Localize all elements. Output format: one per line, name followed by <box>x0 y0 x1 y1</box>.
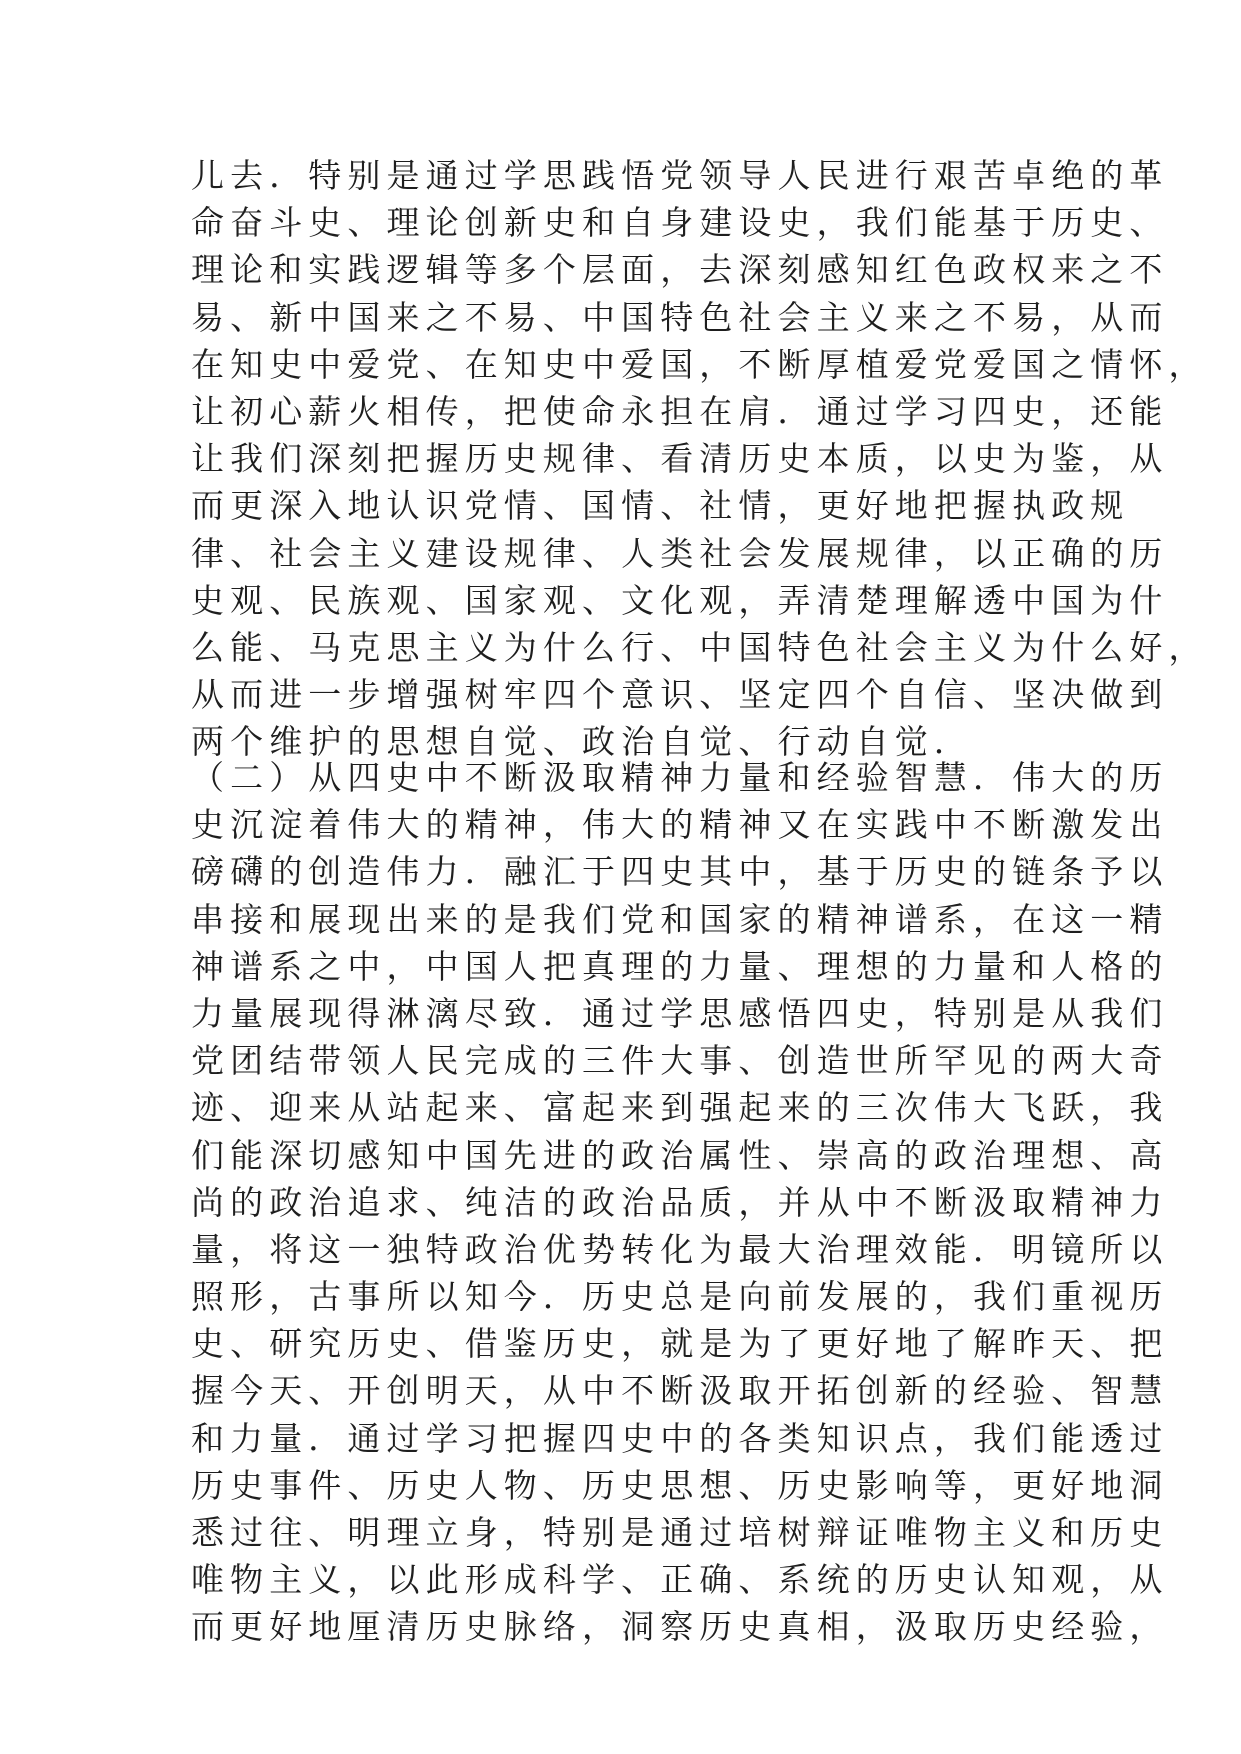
text-line: 儿去．特别是通过学思践悟党领导人民进行艰苦卓绝的革 <box>191 156 1169 195</box>
text-line: 律、社会主义建设规律、人类社会发展规律，以正确的历 <box>191 533 1169 573</box>
text-line: 易、新中国来之不易、中国特色社会主义来之不易，从而 <box>191 297 1169 337</box>
text-line: 史、研究历史、借鉴历史，就是为了更好地了解昨天、把 <box>191 1324 1169 1364</box>
text-line: 两个维护的思想自觉、政治自觉、行动自觉． <box>191 722 973 762</box>
text-line: 史沉淀着伟大的精神，伟大的精神又在实践中不断激发出 <box>191 805 1169 845</box>
section-heading-line: （二）从四史中不断汲取精神力量和经验智慧．伟大的历 <box>191 758 1169 797</box>
text-line: 而更好地厘清历史脉络，洞察历史真相，汲取历史经验， <box>191 1607 1169 1647</box>
text-line: 握今天、开创明天，从中不断汲取开拓创新的经验、智慧 <box>191 1371 1169 1411</box>
text-line: 让我们深刻把握历史规律、看清历史本质，以史为鉴，从 <box>191 439 1169 479</box>
text-line: 串接和展现出来的是我们党和国家的精神谱系，在这一精 <box>191 899 1169 939</box>
text-line: 悉过往、明理立身，特别是通过培树辩证唯物主义和历史 <box>191 1513 1169 1552</box>
text-line: 神谱系之中，中国人把真理的力量、理想的力量和人格的 <box>191 946 1169 986</box>
text-line: 让初心薪火相传，把使命永担在肩．通过学习四史，还能 <box>191 391 1169 431</box>
text-line: 从而进一步增强树牢四个意识、坚定四个自信、坚决做到 <box>191 675 1169 715</box>
text-line: 力量展现得淋漓尽致．通过学思感悟四史，特别是从我们 <box>191 993 1169 1033</box>
text-line: 们能深切感知中国先进的政治属性、崇高的政治理想、高 <box>191 1135 1169 1175</box>
text-line: 在知史中爱党、在知史中爱国，不断厚植爱党爱国之情怀， <box>191 344 1208 384</box>
text-line: 命奋斗史、理论创新史和自身建设史，我们能基于历史、 <box>191 203 1169 243</box>
paragraph-continuation <box>191 152 1208 765</box>
text-line: 量，将这一独特政治优势转化为最大治理效能．明镜所以 <box>191 1229 1169 1269</box>
text-line: 唯物主义，以此形成科学、正确、系统的历史认知观，从 <box>191 1560 1169 1600</box>
text-line: 历史事件、历史人物、历史思想、历史影响等，更好地洞 <box>191 1465 1169 1505</box>
text-line: 而更深入地认识党情、国情、社情，更好地把握执政规 <box>191 486 1130 526</box>
text-line: 史观、民族观、国家观、文化观，弄清楚理解透中国为什 <box>191 580 1169 620</box>
text-line: 尚的政治追求、纯洁的政治品质，并从中不断汲取精神力 <box>191 1182 1169 1222</box>
paragraph-section-two <box>191 754 1169 1651</box>
text-line: 么能、马克思主义为什么行、中国特色社会主义为什么好， <box>191 627 1208 667</box>
text-line: 和力量．通过学习把握四史中的各类知识点，我们能透过 <box>191 1418 1169 1458</box>
text-line: 磅礴的创造伟力．融汇于四史其中，基于历史的链条予以 <box>191 852 1169 892</box>
text-line: 迹、迎来从站起来、富起来到强起来的三次伟大飞跃，我 <box>191 1088 1169 1128</box>
text-line: 照形，古事所以知今．历史总是向前发展的，我们重视历 <box>191 1277 1169 1317</box>
text-line: 理论和实践逻辑等多个层面，去深刻感知红色政权来之不 <box>191 250 1169 290</box>
text-line: 党团结带领人民完成的三件大事、创造世所罕见的两大奇 <box>191 1041 1169 1081</box>
